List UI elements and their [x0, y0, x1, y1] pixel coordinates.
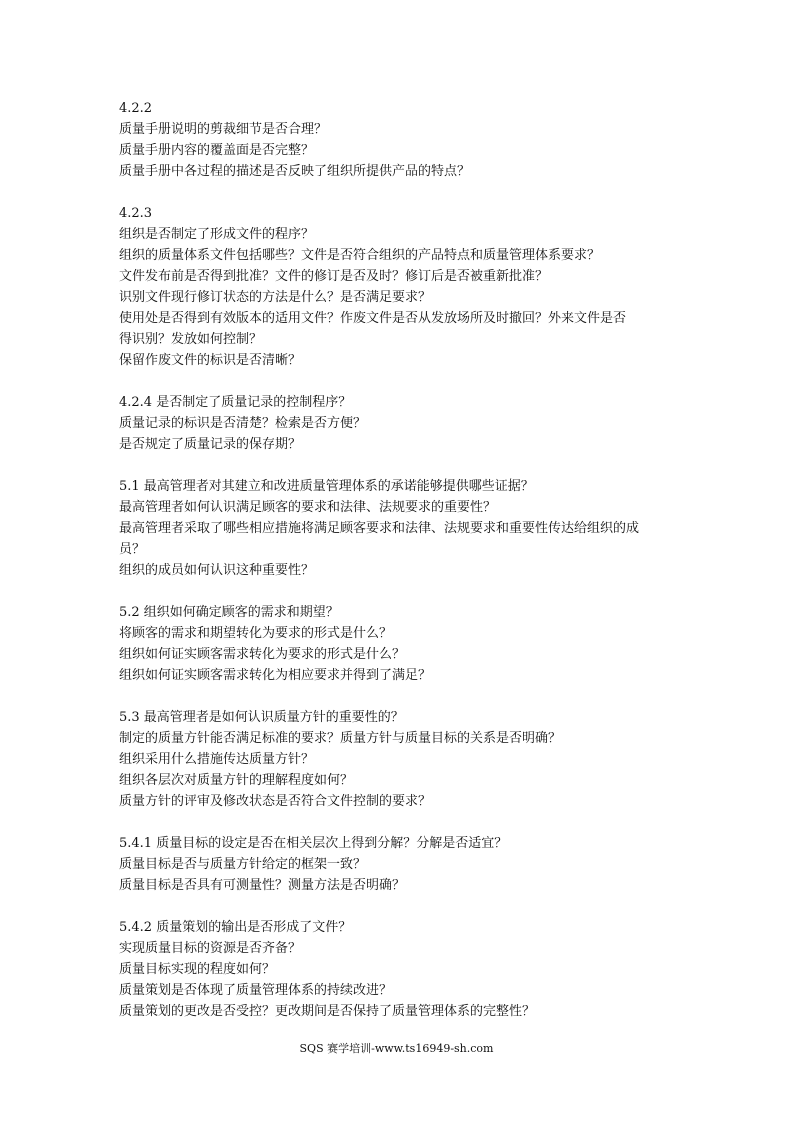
section-heading: 5.3 最高管理者是如何认识质量方针的重要性的？ — [119, 710, 404, 725]
question-line: 组织的成员如何认识这种重要性？ — [119, 563, 315, 578]
question-line: 组织是否制定了形成文件的程序？ — [119, 227, 315, 242]
question-line: 质量手册说明的剪裁细节是否合理？ — [119, 122, 328, 137]
section-heading: 4.2.4 是否制定了质量记录的控制程序？ — [119, 395, 352, 410]
question-line: 质量手册内容的覆盖面是否完整？ — [119, 143, 315, 158]
question-line: 得识别？发放如何控制？ — [119, 332, 263, 347]
question-line: 组织如何证实顾客需求转化为相应要求并得到了满足？ — [119, 668, 432, 683]
question-line: 保留作废文件的标识是否清晰？ — [119, 353, 302, 368]
section-4-2-4 — [119, 392, 679, 455]
question-line: 是否规定了质量记录的保存期？ — [119, 437, 302, 452]
section-heading: 5.4.2 质量策划的输出是否形成了文件？ — [119, 920, 352, 935]
document-body — [119, 98, 679, 1043]
section-heading: 5.2 组织如何确定顾客的需求和期望？ — [119, 605, 339, 620]
question-line: 文件发布前是否得到批准？文件的修订是否及时？修订后是否被重新批准？ — [119, 269, 549, 284]
question-line: 质量方针的评审及修改状态是否符合文件控制的要求？ — [119, 794, 432, 809]
section-heading: 4.2.2 — [119, 101, 153, 116]
question-line: 组织的质量体系文件包括哪些？文件是否符合组织的产品特点和质量管理体系要求？ — [119, 248, 601, 263]
question-line: 将顾客的需求和期望转化为要求的形式是什么？ — [119, 626, 393, 641]
section-4-2-2 — [119, 98, 679, 182]
question-line: 组织如何证实顾客需求转化为要求的形式是什么？ — [119, 647, 406, 662]
question-line: 组织各层次对质量方针的理解程度如何？ — [119, 773, 354, 788]
question-line: 制定的质量方针能否满足标准的要求？质量方针与质量目标的关系是否明确？ — [119, 731, 562, 746]
question-line: 质量策划的更改是否受控？更改期间是否保持了质量管理体系的完整性？ — [119, 1004, 536, 1019]
question-line: 质量策划是否体现了质量管理体系的持续改进？ — [119, 983, 393, 998]
section-5-1 — [119, 476, 679, 581]
section-4-2-3 — [119, 203, 679, 371]
section-heading: 5.4.1 质量目标的设定是否在相关层次上得到分解？分解是否适宜？ — [119, 836, 508, 851]
question-line: 员？ — [119, 542, 146, 557]
question-line: 最高管理者如何认识满足顾客的要求和法律、法规要求的重要性？ — [119, 500, 497, 515]
page-footer: SQS 赛学培训-www.ts16949-sh.com — [299, 1042, 494, 1055]
question-line: 最高管理者采取了哪些相应措施将满足顾客要求和法律、法规要求和重要性传达给组织的成 — [119, 521, 640, 536]
question-line: 组织采用什么措施传达质量方针？ — [119, 752, 315, 767]
question-line: 质量手册中各过程的描述是否反映了组织所提供产品的特点？ — [119, 164, 471, 179]
question-line: 实现质量目标的资源是否齐备？ — [119, 941, 302, 956]
question-line: 质量目标是否与质量方针给定的框架一致？ — [119, 857, 367, 872]
section-5-4-2 — [119, 917, 679, 1022]
question-line: 质量目标是否具有可测量性？测量方法是否明确？ — [119, 878, 406, 893]
question-line: 质量目标实现的程度如何？ — [119, 962, 276, 977]
section-5-3 — [119, 707, 679, 812]
question-line: 识别文件现行修订状态的方法是什么？是否满足要求？ — [119, 290, 432, 305]
question-line: 使用处是否得到有效版本的适用文件？作废文件是否从发放场所及时撤回？外来文件是否 — [119, 311, 627, 326]
section-heading: 5.1 最高管理者对其建立和改进质量管理体系的承诺能够提供哪些证据？ — [119, 479, 534, 494]
section-5-4-1 — [119, 833, 679, 896]
section-heading: 4.2.3 — [119, 206, 153, 221]
question-line: 质量记录的标识是否清楚？检索是否方便？ — [119, 416, 367, 431]
section-5-2 — [119, 602, 679, 686]
